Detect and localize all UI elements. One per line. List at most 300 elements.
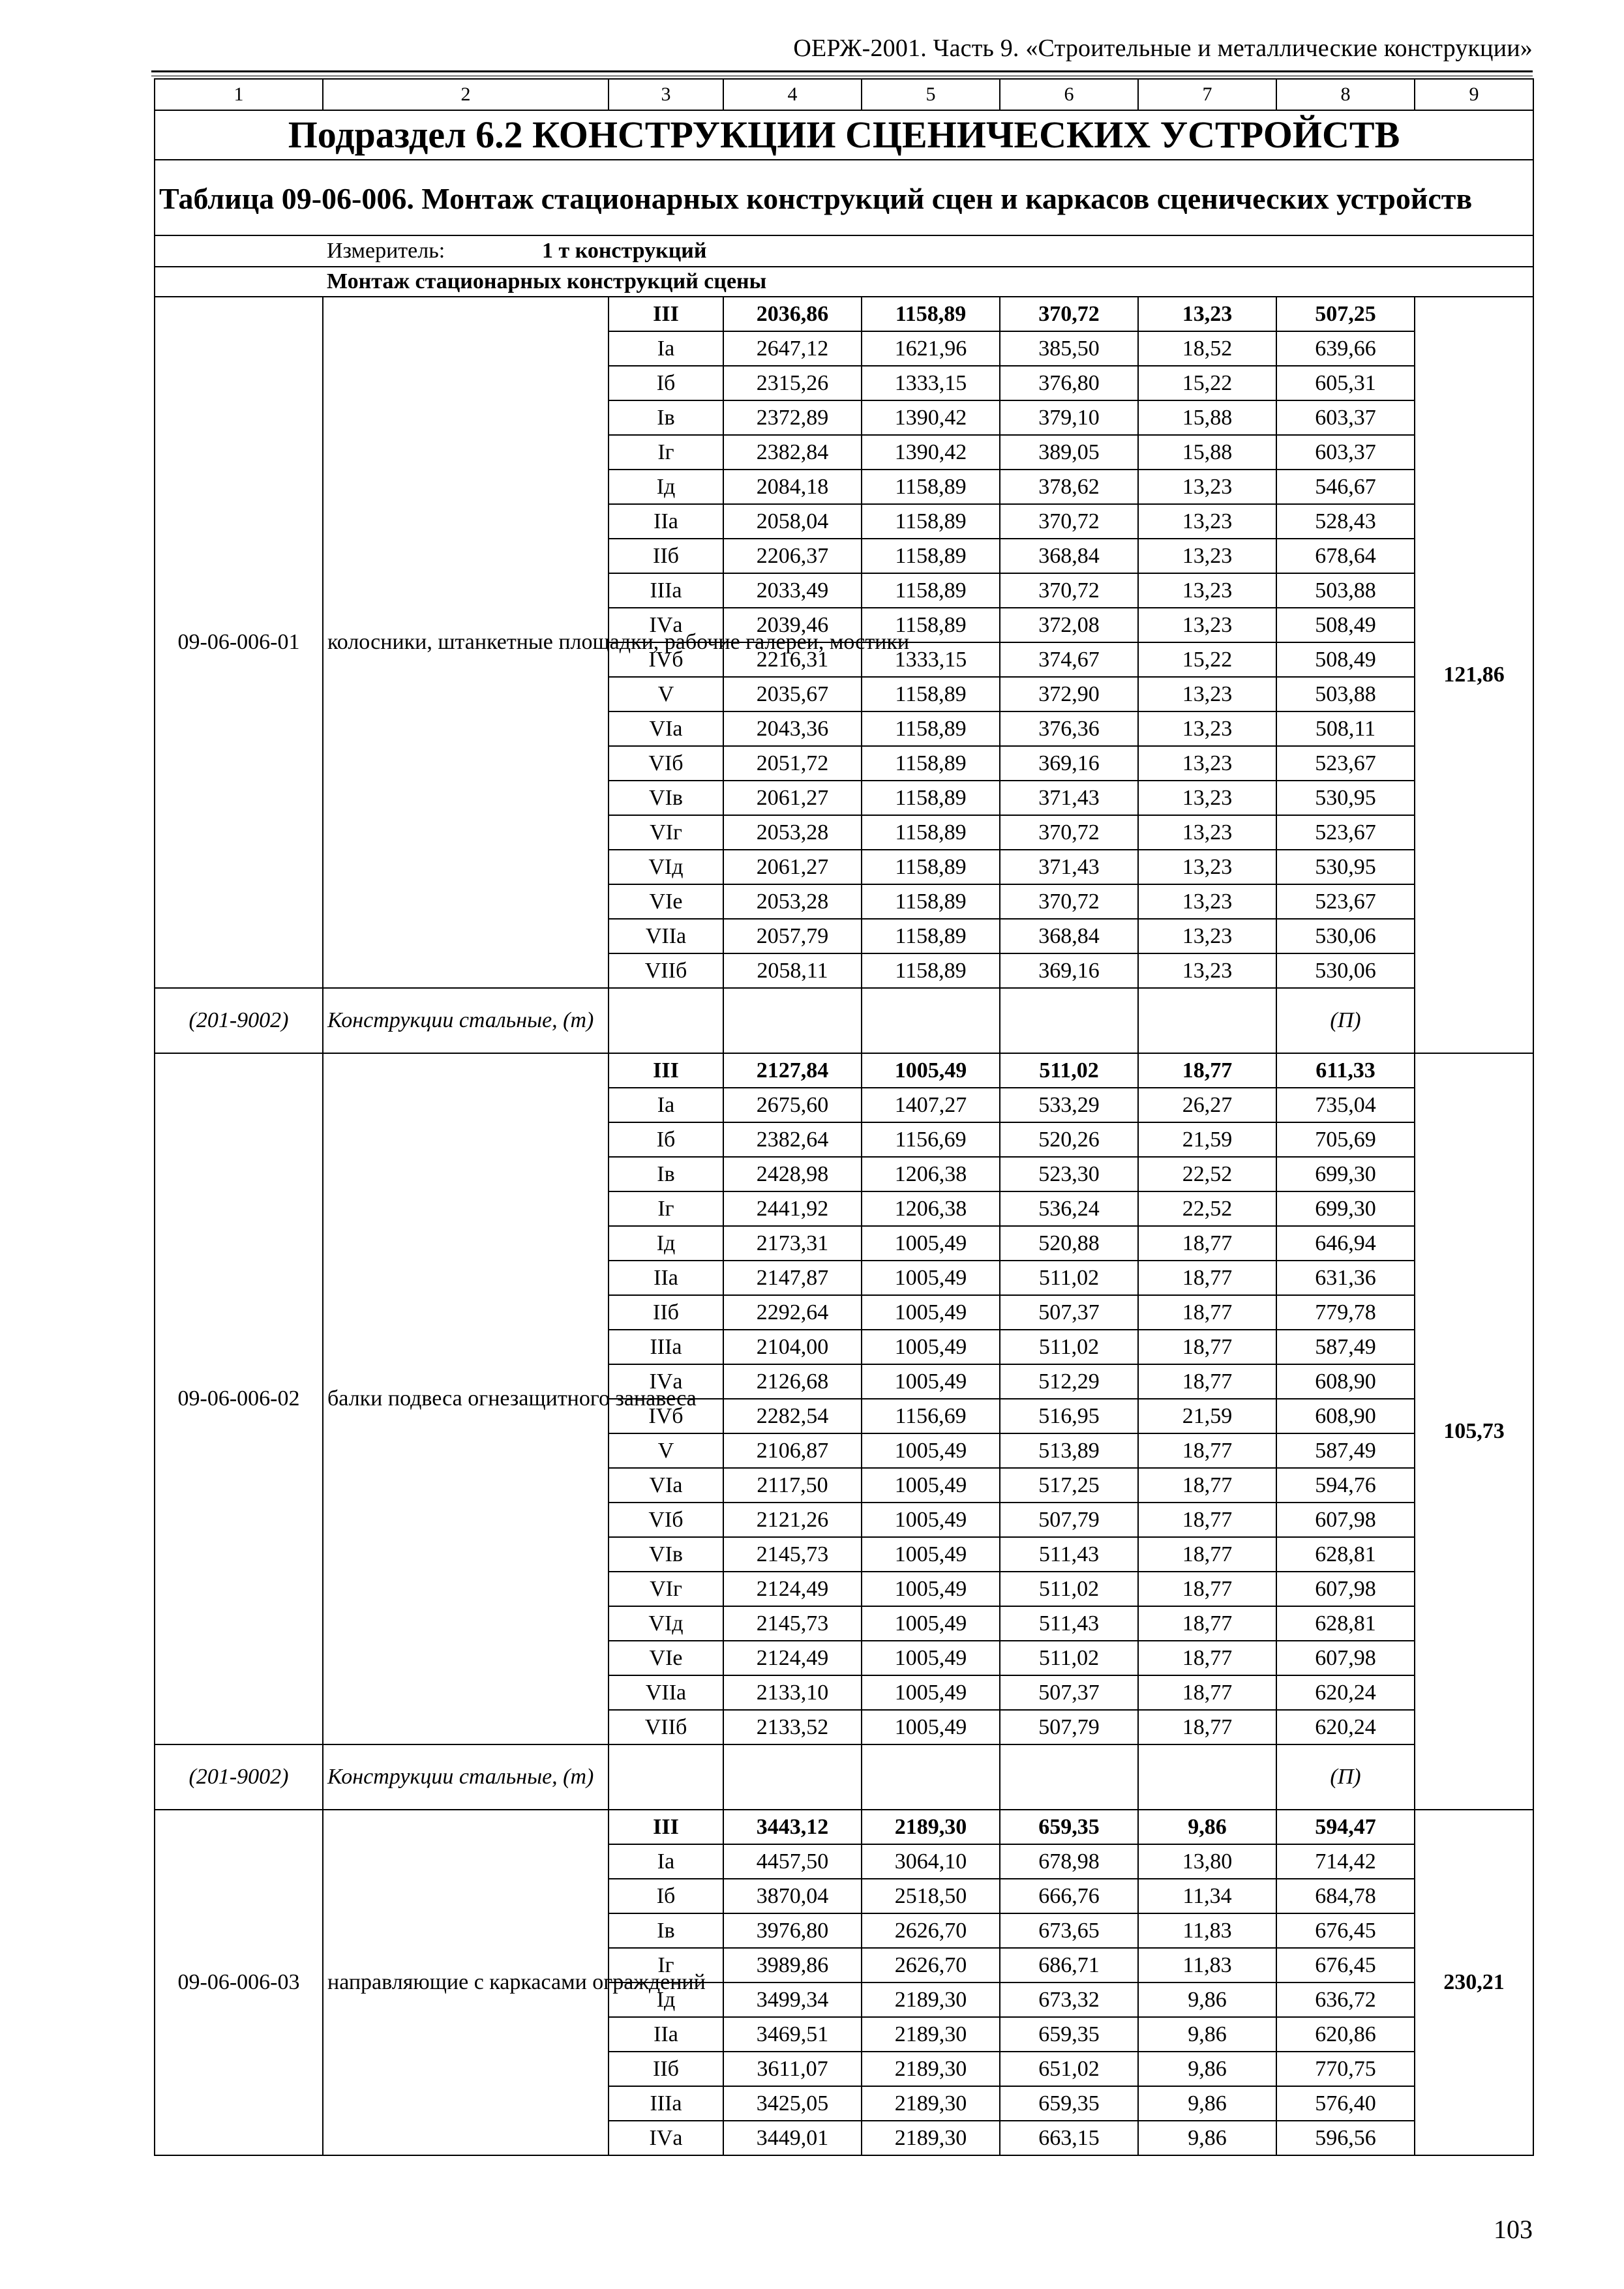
value-cell: 1158,89: [862, 746, 1000, 781]
zone-cell: VIб: [609, 1503, 723, 1537]
column-number: 4: [723, 79, 862, 110]
zone-cell: IVб: [609, 642, 723, 677]
value-cell: 1005,49: [862, 1364, 1000, 1399]
value-cell: 1158,89: [862, 815, 1000, 850]
value-cell: 596,56: [1276, 2121, 1415, 2155]
zone-cell: VIе: [609, 884, 723, 919]
value-cell: 1005,49: [862, 1295, 1000, 1330]
value-cell: 639,66: [1276, 331, 1415, 366]
value-cell: 1158,89: [862, 781, 1000, 815]
value-cell: 1005,49: [862, 1330, 1000, 1364]
value-cell: 2053,28: [723, 815, 862, 850]
value-cell: 1206,38: [862, 1157, 1000, 1191]
value-cell: 2216,31: [723, 642, 862, 677]
value-cell: 2061,27: [723, 781, 862, 815]
zone-cell: Iа: [609, 1088, 723, 1122]
header-rule: [151, 70, 1533, 72]
value-cell: 371,43: [1000, 781, 1138, 815]
value-cell: 2173,31: [723, 1226, 862, 1261]
material-unit-mark: (П): [1276, 988, 1415, 1053]
group-title: Монтаж стационарных конструкций сцены: [323, 267, 1533, 297]
value-cell: 686,71: [1000, 1948, 1138, 1982]
value-cell: 508,49: [1276, 608, 1415, 642]
value-cell: 3425,05: [723, 2086, 862, 2121]
value-cell: 628,81: [1276, 1537, 1415, 1572]
value-cell: 2084,18: [723, 470, 862, 504]
value-cell: 2382,84: [723, 435, 862, 470]
section-title: Подраздел 6.2 КОНСТРУКЦИИ СЦЕНИЧЕСКИХ УСТРОЙСТВ: [155, 110, 1533, 160]
zone-cell: IIб: [609, 1295, 723, 1330]
value-cell: 3499,34: [723, 1982, 862, 2017]
value-cell: 389,05: [1000, 435, 1138, 470]
value-cell: 2127,84: [723, 1053, 862, 1088]
value-cell: 13,23: [1138, 539, 1276, 573]
value-cell: 9,86: [1138, 2017, 1276, 2052]
material-code: (201-9002): [155, 988, 323, 1053]
zone-cell: Iа: [609, 331, 723, 366]
zone-cell: IIIа: [609, 573, 723, 608]
value-cell: 1333,15: [862, 366, 1000, 400]
value-cell: 523,30: [1000, 1157, 1138, 1191]
value-cell: 508,49: [1276, 642, 1415, 677]
value-cell: 2189,30: [862, 2017, 1000, 2052]
value-cell: 369,16: [1000, 746, 1138, 781]
value-cell: 1005,49: [862, 1433, 1000, 1468]
value-cell: 22,52: [1138, 1157, 1276, 1191]
value-cell: 676,45: [1276, 1948, 1415, 1982]
empty-cell: [609, 988, 723, 1053]
zone-cell: IVа: [609, 2121, 723, 2155]
value-cell: 9,86: [1138, 2121, 1276, 2155]
value-cell: 659,35: [1000, 2086, 1138, 2121]
rate-row: [155, 1810, 1533, 1844]
value-cell: 536,24: [1000, 1191, 1138, 1226]
group-title-row: [155, 267, 1533, 297]
value-cell: 628,81: [1276, 1606, 1415, 1641]
value-cell: 13,23: [1138, 608, 1276, 642]
value-cell: 2147,87: [723, 1261, 862, 1295]
value-cell: 530,95: [1276, 781, 1415, 815]
zone-cell: IIIа: [609, 1330, 723, 1364]
value-cell: 659,35: [1000, 2017, 1138, 2052]
value-cell: 2058,04: [723, 504, 862, 539]
zone-cell: Iд: [609, 1226, 723, 1261]
value-cell: 2124,49: [723, 1572, 862, 1606]
value-cell: 779,78: [1276, 1295, 1415, 1330]
zone-cell: VIIа: [609, 919, 723, 953]
value-cell: 2189,30: [862, 2086, 1000, 2121]
zone-cell: IIб: [609, 539, 723, 573]
value-cell: 663,15: [1000, 2121, 1138, 2155]
material-code: (201-9002): [155, 1744, 323, 1810]
zone-cell: Iб: [609, 1122, 723, 1157]
value-cell: 13,23: [1138, 573, 1276, 608]
zone-cell: Iв: [609, 1913, 723, 1948]
zone-cell: IIа: [609, 2017, 723, 2052]
value-cell: 1621,96: [862, 331, 1000, 366]
meter-label: Измеритель:: [327, 239, 445, 263]
value-cell: 3443,12: [723, 1810, 862, 1844]
value-cell: 13,23: [1138, 781, 1276, 815]
value-cell: 705,69: [1276, 1122, 1415, 1157]
value-cell: 1158,89: [862, 297, 1000, 331]
value-cell: 3870,04: [723, 1879, 862, 1913]
value-cell: 1005,49: [862, 1606, 1000, 1641]
rate-code: 09-06-006-02: [155, 1053, 323, 1744]
value-cell: 9,86: [1138, 1982, 1276, 2017]
zone-cell: Iв: [609, 1157, 723, 1191]
value-cell: 603,37: [1276, 400, 1415, 435]
rate-description: колосники, штанкетные площадки, рабочие галереи, мостики: [323, 297, 609, 988]
value-cell: 508,11: [1276, 711, 1415, 746]
value-cell: 13,23: [1138, 884, 1276, 919]
value-cell: 18,77: [1138, 1226, 1276, 1261]
value-cell: 2428,98: [723, 1157, 862, 1191]
zone-cell: V: [609, 677, 723, 711]
value-cell: 371,43: [1000, 850, 1138, 884]
value-cell: 13,23: [1138, 677, 1276, 711]
value-cell: 2518,50: [862, 1879, 1000, 1913]
value-cell: 1005,49: [862, 1675, 1000, 1710]
empty-cell: [723, 988, 862, 1053]
zone-cell: VIг: [609, 1572, 723, 1606]
value-cell: 13,23: [1138, 850, 1276, 884]
rate-row: [155, 297, 1533, 331]
zone-cell: VIIб: [609, 1710, 723, 1744]
value-cell: 2043,36: [723, 711, 862, 746]
value-cell: 2053,28: [723, 884, 862, 919]
zone-cell: IIа: [609, 504, 723, 539]
value-cell: 507,25: [1276, 297, 1415, 331]
value-cell: 2382,64: [723, 1122, 862, 1157]
value-cell: 18,77: [1138, 1433, 1276, 1468]
value-cell: 18,77: [1138, 1606, 1276, 1641]
value-cell: 376,80: [1000, 366, 1138, 400]
value-cell: 2036,86: [723, 297, 862, 331]
value-cell: 1158,89: [862, 608, 1000, 642]
value-cell: 18,77: [1138, 1295, 1276, 1330]
zone-cell: IVб: [609, 1399, 723, 1433]
value-cell: 1005,49: [862, 1710, 1000, 1744]
value-cell: 15,88: [1138, 400, 1276, 435]
value-cell: 379,10: [1000, 400, 1138, 435]
value-cell: 1158,89: [862, 919, 1000, 953]
value-cell: 673,65: [1000, 1913, 1138, 1948]
value-cell: 1156,69: [862, 1122, 1000, 1157]
value-cell: 13,23: [1138, 815, 1276, 850]
value-cell: 699,30: [1276, 1157, 1415, 1191]
value-cell: 1005,49: [862, 1468, 1000, 1503]
value-cell: 1206,38: [862, 1191, 1000, 1226]
value-cell: 13,23: [1138, 919, 1276, 953]
zone-cell: Iг: [609, 1191, 723, 1226]
value-cell: 3611,07: [723, 2052, 862, 2086]
value-cell: 576,40: [1276, 2086, 1415, 2121]
value-cell: 1005,49: [862, 1572, 1000, 1606]
value-cell: 11,34: [1138, 1879, 1276, 1913]
material-price: 105,73: [1415, 1053, 1533, 1810]
meter-row: [155, 235, 1533, 267]
value-cell: 2441,92: [723, 1191, 862, 1226]
value-cell: 684,78: [1276, 1879, 1415, 1913]
value-cell: 2133,10: [723, 1675, 862, 1710]
value-cell: 605,31: [1276, 366, 1415, 400]
column-number: 8: [1276, 79, 1415, 110]
value-cell: 608,90: [1276, 1399, 1415, 1433]
empty-cell: [1138, 1744, 1276, 1810]
value-cell: 2647,12: [723, 331, 862, 366]
value-cell: 1156,69: [862, 1399, 1000, 1433]
zone-cell: VIIа: [609, 1675, 723, 1710]
value-cell: 3976,80: [723, 1913, 862, 1948]
value-cell: 507,37: [1000, 1295, 1138, 1330]
value-cell: 18,77: [1138, 1675, 1276, 1710]
material-unit-mark: (П): [1276, 1744, 1415, 1810]
value-cell: 1158,89: [862, 504, 1000, 539]
zone-cell: VIг: [609, 815, 723, 850]
value-cell: 15,88: [1138, 435, 1276, 470]
section-title-row: [155, 110, 1533, 160]
value-cell: 673,32: [1000, 1982, 1138, 2017]
material-price: 121,86: [1415, 297, 1533, 1053]
value-cell: 1158,89: [862, 573, 1000, 608]
value-cell: 2292,64: [723, 1295, 862, 1330]
value-cell: 511,02: [1000, 1641, 1138, 1675]
value-cell: 1005,49: [862, 1503, 1000, 1537]
value-cell: 659,35: [1000, 1810, 1138, 1844]
value-cell: 1158,89: [862, 539, 1000, 573]
rates-table: [154, 78, 1534, 2156]
value-cell: 607,98: [1276, 1503, 1415, 1537]
material-row: [155, 988, 1533, 1053]
value-cell: 2126,68: [723, 1364, 862, 1399]
value-cell: 2033,49: [723, 573, 862, 608]
value-cell: 2061,27: [723, 850, 862, 884]
value-cell: 1005,49: [862, 1226, 1000, 1261]
value-cell: 530,06: [1276, 953, 1415, 988]
empty-cell: [609, 1744, 723, 1810]
value-cell: 594,47: [1276, 1810, 1415, 1844]
value-cell: 523,67: [1276, 884, 1415, 919]
zone-cell: VIд: [609, 850, 723, 884]
zone-cell: V: [609, 1433, 723, 1468]
running-header: ОЕРЖ-2001. Часть 9. «Строительные и металлические конструкции»: [793, 35, 1533, 62]
value-cell: 520,26: [1000, 1122, 1138, 1157]
rate-description: направляющие с каркасами ограждений: [323, 1810, 609, 2155]
value-cell: 2675,60: [723, 1088, 862, 1122]
zone-cell: VIе: [609, 1641, 723, 1675]
empty-cell: [862, 1744, 1000, 1810]
value-cell: 18,77: [1138, 1261, 1276, 1295]
zone-cell: IVа: [609, 608, 723, 642]
value-cell: 770,75: [1276, 2052, 1415, 2086]
value-cell: 512,29: [1000, 1364, 1138, 1399]
zone-cell: III: [609, 1810, 723, 1844]
value-cell: 523,67: [1276, 815, 1415, 850]
value-cell: 2206,37: [723, 539, 862, 573]
value-cell: 1005,49: [862, 1261, 1000, 1295]
value-cell: 503,88: [1276, 677, 1415, 711]
empty-cell: [862, 988, 1000, 1053]
value-cell: 511,02: [1000, 1053, 1138, 1088]
zone-cell: III: [609, 1053, 723, 1088]
value-cell: 1158,89: [862, 677, 1000, 711]
value-cell: 503,88: [1276, 573, 1415, 608]
value-cell: 372,90: [1000, 677, 1138, 711]
value-cell: 4457,50: [723, 1844, 862, 1879]
material-row: [155, 1744, 1533, 1810]
value-cell: 368,84: [1000, 919, 1138, 953]
table-title: Таблица 09-06-006. Монтаж стационарных конструкций сцен и каркасов сценических устройств: [155, 160, 1533, 235]
value-cell: 603,37: [1276, 435, 1415, 470]
value-cell: 1005,49: [862, 1641, 1000, 1675]
value-cell: 2189,30: [862, 2121, 1000, 2155]
value-cell: 528,43: [1276, 504, 1415, 539]
column-number: 9: [1415, 79, 1533, 110]
value-cell: 374,67: [1000, 642, 1138, 677]
value-cell: 2626,70: [862, 1948, 1000, 1982]
value-cell: 2189,30: [862, 1982, 1000, 2017]
value-cell: 513,89: [1000, 1433, 1138, 1468]
meter-value: 1 т конструкций: [542, 239, 707, 263]
zone-cell: IIб: [609, 2052, 723, 2086]
value-cell: 370,72: [1000, 815, 1138, 850]
value-cell: 636,72: [1276, 1982, 1415, 2017]
value-cell: 22,52: [1138, 1191, 1276, 1226]
value-cell: 620,24: [1276, 1710, 1415, 1744]
value-cell: 9,86: [1138, 2052, 1276, 2086]
zone-cell: VIд: [609, 1606, 723, 1641]
zone-cell: VIб: [609, 746, 723, 781]
value-cell: 2104,00: [723, 1330, 862, 1364]
value-cell: 1005,49: [862, 1537, 1000, 1572]
value-cell: 546,67: [1276, 470, 1415, 504]
value-cell: 507,79: [1000, 1710, 1138, 1744]
value-cell: 2133,52: [723, 1710, 862, 1744]
value-cell: 714,42: [1276, 1844, 1415, 1879]
value-cell: 666,76: [1000, 1879, 1138, 1913]
value-cell: 13,23: [1138, 470, 1276, 504]
value-cell: 2039,46: [723, 608, 862, 642]
value-cell: 2035,67: [723, 677, 862, 711]
value-cell: 530,95: [1276, 850, 1415, 884]
value-cell: 520,88: [1000, 1226, 1138, 1261]
value-cell: 1407,27: [862, 1088, 1000, 1122]
zone-cell: Iв: [609, 400, 723, 435]
material-name: Конструкции стальные, (т): [323, 1744, 609, 1810]
value-cell: 18,77: [1138, 1641, 1276, 1675]
column-numbers-row: [155, 79, 1533, 110]
value-cell: 18,77: [1138, 1053, 1276, 1088]
zone-cell: VIIб: [609, 953, 723, 988]
value-cell: 11,83: [1138, 1948, 1276, 1982]
value-cell: 18,77: [1138, 1572, 1276, 1606]
value-cell: 21,59: [1138, 1122, 1276, 1157]
zone-cell: III: [609, 297, 723, 331]
zone-cell: Iг: [609, 435, 723, 470]
value-cell: 13,23: [1138, 746, 1276, 781]
zone-cell: IIIа: [609, 2086, 723, 2121]
value-cell: 2189,30: [862, 1810, 1000, 1844]
value-cell: 3989,86: [723, 1948, 862, 1982]
value-cell: 587,49: [1276, 1330, 1415, 1364]
value-cell: 620,86: [1276, 2017, 1415, 2052]
zone-cell: Iб: [609, 366, 723, 400]
value-cell: 370,72: [1000, 297, 1138, 331]
value-cell: 21,59: [1138, 1399, 1276, 1433]
value-cell: 511,43: [1000, 1537, 1138, 1572]
value-cell: 1158,89: [862, 850, 1000, 884]
zone-cell: VIв: [609, 1537, 723, 1572]
value-cell: 2117,50: [723, 1468, 862, 1503]
value-cell: 2626,70: [862, 1913, 1000, 1948]
zone-cell: IVа: [609, 1364, 723, 1399]
value-cell: 2315,26: [723, 366, 862, 400]
column-number: 2: [323, 79, 609, 110]
value-cell: 631,36: [1276, 1261, 1415, 1295]
column-number: 1: [155, 79, 323, 110]
column-number: 5: [862, 79, 1000, 110]
value-cell: 699,30: [1276, 1191, 1415, 1226]
value-cell: 587,49: [1276, 1433, 1415, 1468]
value-cell: 370,72: [1000, 573, 1138, 608]
value-cell: 18,77: [1138, 1537, 1276, 1572]
value-cell: 368,84: [1000, 539, 1138, 573]
value-cell: 3449,01: [723, 2121, 862, 2155]
value-cell: 507,79: [1000, 1503, 1138, 1537]
value-cell: 13,23: [1138, 711, 1276, 746]
value-cell: 18,77: [1138, 1468, 1276, 1503]
value-cell: 11,83: [1138, 1913, 1276, 1948]
value-cell: 2121,26: [723, 1503, 862, 1537]
value-cell: 1158,89: [862, 470, 1000, 504]
value-cell: 1158,89: [862, 953, 1000, 988]
value-cell: 2051,72: [723, 746, 862, 781]
value-cell: 13,80: [1138, 1844, 1276, 1879]
empty-cell: [1138, 988, 1276, 1053]
value-cell: 511,43: [1000, 1606, 1138, 1641]
page-number: 103: [1494, 2215, 1533, 2244]
material-name: Конструкции стальные, (т): [323, 988, 609, 1053]
value-cell: 1390,42: [862, 435, 1000, 470]
value-cell: 517,25: [1000, 1468, 1138, 1503]
zone-cell: Iа: [609, 1844, 723, 1879]
value-cell: 676,45: [1276, 1913, 1415, 1948]
value-cell: 15,22: [1138, 642, 1276, 677]
value-cell: 3064,10: [862, 1844, 1000, 1879]
value-cell: 607,98: [1276, 1572, 1415, 1606]
value-cell: 611,33: [1276, 1053, 1415, 1088]
zone-cell: VIа: [609, 711, 723, 746]
rate-code: 09-06-006-03: [155, 1810, 323, 2155]
value-cell: 18,77: [1138, 1503, 1276, 1537]
value-cell: 511,02: [1000, 1261, 1138, 1295]
empty-cell: [1000, 1744, 1138, 1810]
rate-description: балки подвеса огнезащитного занавеса: [323, 1053, 609, 1744]
value-cell: 378,62: [1000, 470, 1138, 504]
value-cell: 2189,30: [862, 2052, 1000, 2086]
value-cell: 530,06: [1276, 919, 1415, 953]
value-cell: 18,77: [1138, 1364, 1276, 1399]
value-cell: 13,23: [1138, 297, 1276, 331]
value-cell: 594,76: [1276, 1468, 1415, 1503]
zone-cell: Iг: [609, 1948, 723, 1982]
value-cell: 13,23: [1138, 504, 1276, 539]
value-cell: 678,98: [1000, 1844, 1138, 1879]
column-number: 7: [1138, 79, 1276, 110]
value-cell: 1005,49: [862, 1053, 1000, 1088]
table-title-row: [155, 160, 1533, 235]
